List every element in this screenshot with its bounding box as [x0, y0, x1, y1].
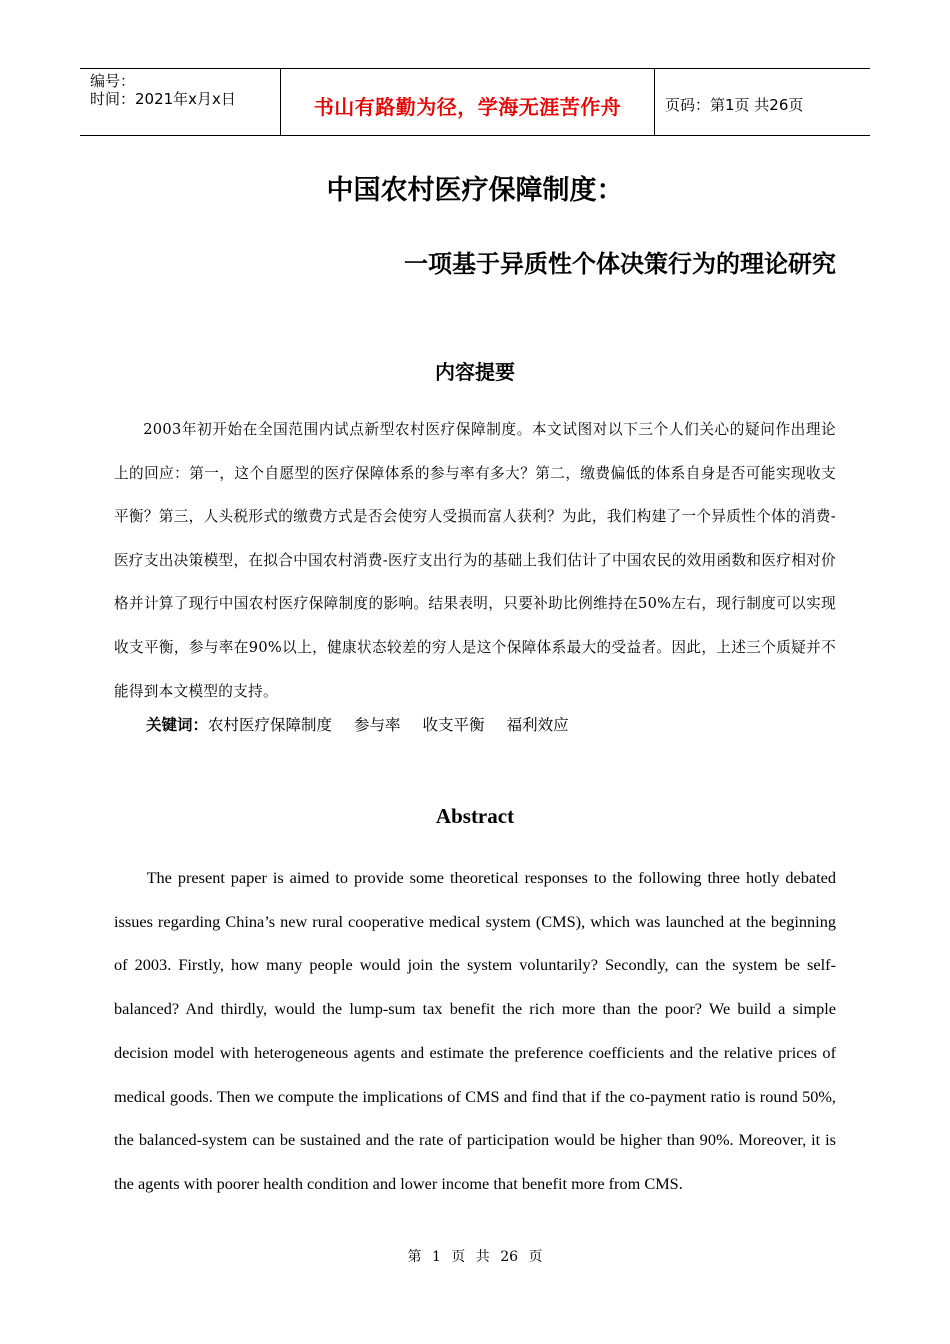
header-page-info: 页码：第1页 共26页 [665, 96, 804, 114]
keywords-label: 关键词： [146, 716, 209, 734]
zh-abstract-heading: 内容提要 [435, 360, 515, 384]
header-meta [90, 72, 236, 108]
document-title: 中国农村医疗保障制度： [326, 175, 624, 206]
header-motto: 书山有路勤为径，学海无涯苦作舟 [313, 95, 622, 119]
keywords-line [146, 713, 591, 735]
header-divider [654, 69, 655, 135]
number-label: 编号： [90, 72, 136, 90]
header-table [80, 68, 870, 136]
document-subtitle: 一项基于异质性个体决策行为的理论研究 [404, 250, 836, 278]
keyword-item: 农村医疗保障制度 [208, 716, 333, 734]
time-label: 时间：2021年x月x日 [90, 90, 236, 108]
page-footer: 第 1 页 共 26 页 [407, 1249, 543, 1265]
en-abstract-body: The present paper is aimed to provide some theoretical responses to the following three hotly debated issues regarding China’s new rural cooperative medical system (CMS), which was launched at the beginning of 2003. Firstly, how many people would join the system voluntarily? Secondly, can the system be self-balanced? And thirdly, would the lump-sum tax benefit the rich more than the poor? We build a simple decision model with heterogeneous agents and estimate the preference coefficients and the relative prices of medical goods. Then we compute the implications of CMS and find that if the co-payment ratio is round 50%, the balanced-system can be sustained and the rate of participation would be higher than 90%. Moreover, it is the agents with poorer health condition and lower income that benefit more from CMS. [114, 868, 836, 1193]
keyword-item: 福利效应 [506, 716, 569, 734]
zh-abstract-body: 2003年初开始在全国范围内试点新型农村医疗保障制度。本文试图对以下三个人们关心的疑问作出理论上的回应：第一，这个自愿型的医疗保障体系的参与率有多大？第二，缴费偏低的体系自身是否可能实现收支平衡？第三，人头税形式的缴费方式是否会使穷人受损而富人获利？为此，我们构建了一个异质性个体的消费-医疗支出决策模型，在拟合中国农村消费-医疗支出行为的基础上我们估计了中国农民的效用函数和医疗相对价格并计算了现行中国农村医疗保障制度的影响。结果表明，只要补助比例维持在50%左右，现行制度可以实现收支平衡，参与率在90%以上，健康状态较差的穷人是这个保障体系最大的受益者。因此，上述三个质疑并不能得到本文模型的支持。 [114, 421, 836, 700]
keyword-item: 收支平衡 [422, 716, 485, 734]
keyword-item: 参与率 [354, 716, 401, 734]
en-abstract-heading: Abstract [435, 804, 515, 828]
